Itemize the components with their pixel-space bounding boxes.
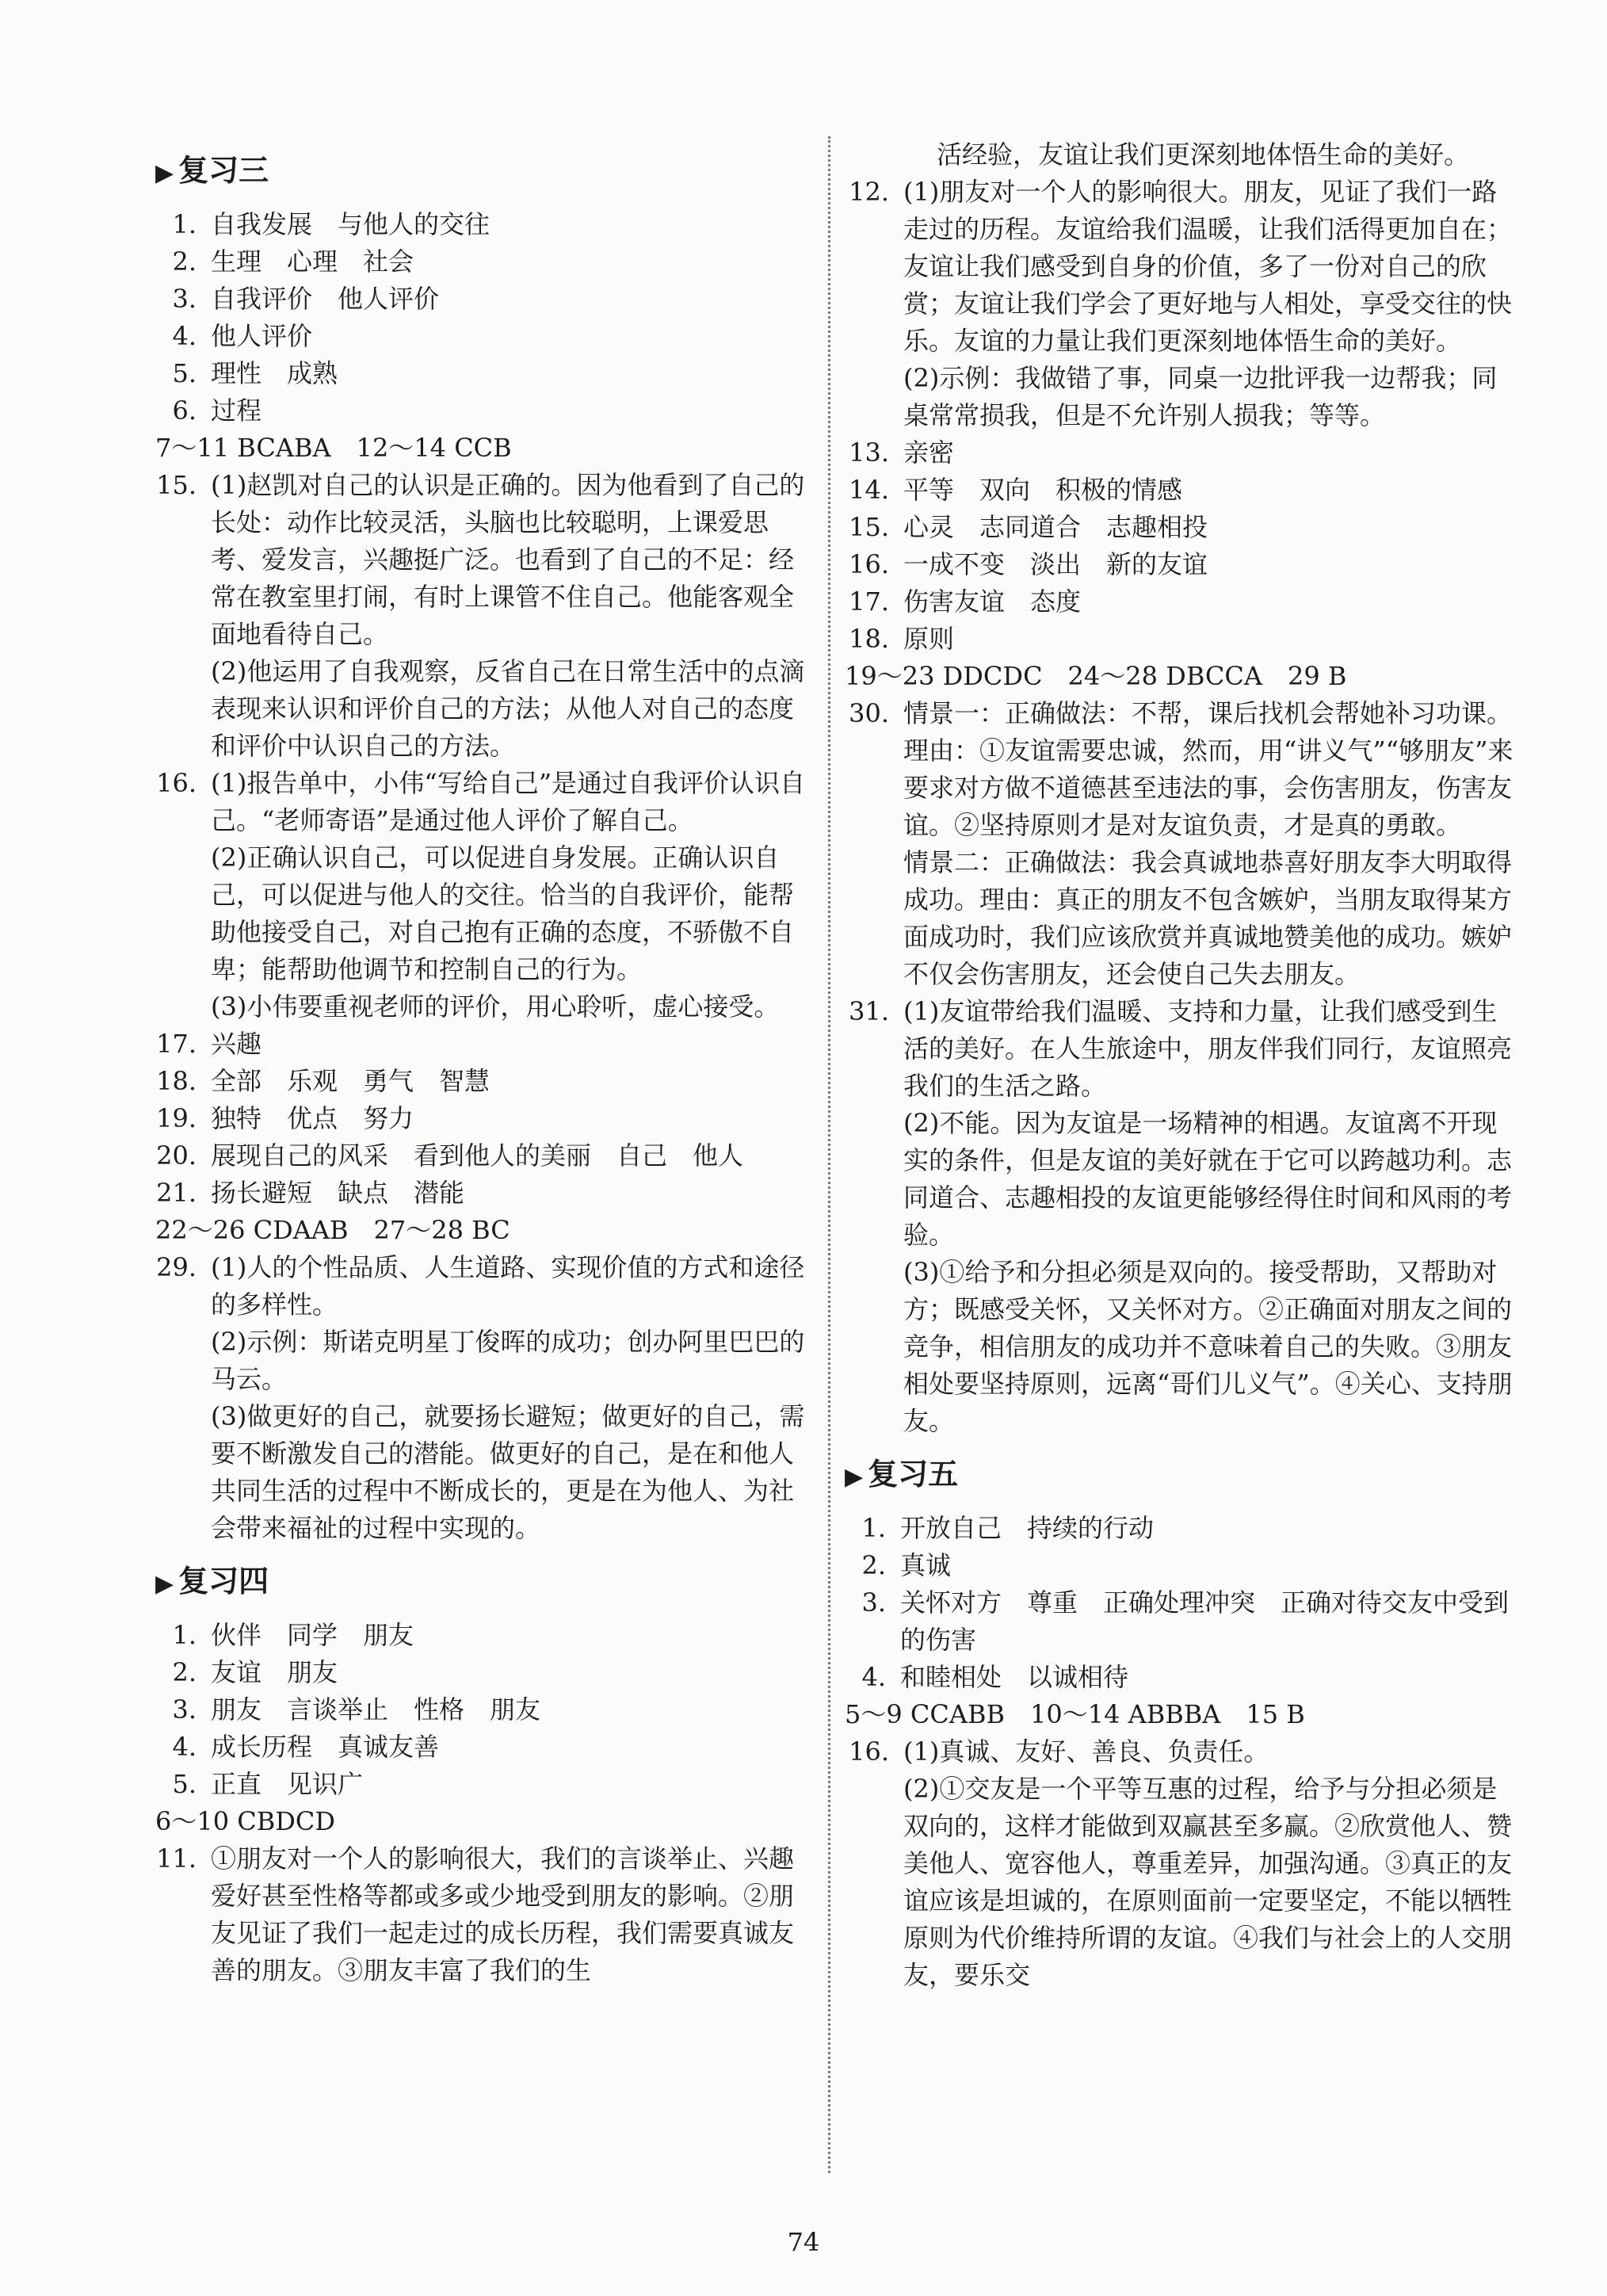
question-12: 12. (1)朋友对一个人的影响很大。朋友，见证了我们一路走过的历程。友谊给我们温暖，让我们活得更加自在；友谊让我们感受到自身的价值，多了一份对自己的欣赏；友谊让我们学会了更好地与人相处，享受交往的快乐。友谊的力量让我们更深刻地体悟生命的美好。 (2)示例：我做错了事，同桌一边批评我一边帮我；同桌常常损我，但是不允许别人损我；等等。: [845, 174, 1518, 434]
list-item: 2. 生理 心理 社会: [172, 246, 414, 277]
list-item: 1. 伙伴 同学 朋友: [172, 1620, 414, 1650]
list-item: 5. 理性 成熟: [172, 358, 338, 388]
list-item: 16. 一成不变 淡出 新的友谊: [849, 549, 1208, 579]
triangle-bullet-icon: ▶: [155, 159, 174, 187]
list-item: 4. 和睦相处 以诚相待: [861, 1662, 1129, 1692]
list-item: 2. 友谊 朋友: [172, 1657, 338, 1687]
multiple-choice-answers: 5～9 CCABB 10～14 ABBBA 15 B: [845, 1699, 1305, 1729]
question-11: 11. ①朋友对一个人的影响很大，我们的言谈举止、兴趣爱好甚至性格等都或多或少地受到朋友的影响。②朋友见证了我们一起走过的成长历程，我们需要真诚友善的朋友。③朋友丰富了我们的生: [156, 1843, 795, 1985]
list-item: 2. 真诚: [861, 1550, 952, 1580]
answer-part-2: (2)不能。因为友谊是一场精神的相遇。友谊离不开现实的条件，但是友谊的美好就在于它可以跨越功利。志同道合、志趣相投的友谊更能够经得住时间和风雨的考验。: [903, 1108, 1513, 1250]
answer-part-1: (1)人的个性品质、人生道路、实现价值的方式和途径的多样性。: [211, 1252, 805, 1320]
answer-part-1: (1)友谊带给我们温暖、支持和力量，让我们感受到生活的美好。在人生旅途中，朋友伴我们同行，友谊照亮我们的生活之路。: [903, 996, 1513, 1101]
multiple-choice-answers: 19～23 DDCDC 24～28 DBCCA 29 B: [845, 661, 1347, 691]
list-item: 13. 亲密: [849, 437, 955, 468]
question-16: 16. (1)报告单中，小伟“写给自己”是通过自我评价认识自己。“老师寄语”是通过他人评价了解自己。 (2)正确认识自己，可以促进自身发展。正确认识自己，可以促进与他人的交往。恰当的自我评价，能帮助他接受自己，对自己抱有正确的态度，不骄傲不自卑；能帮助他调节和控制自己的行为。 (3)小伟要重视老师的评价，用心聆听，虚心接受。: [155, 765, 813, 1026]
answer-part-1: (1)赵凯对自己的认识是正确的。因为他看到了自己的长处：动作比较灵活，头脑也比较聪明，上课爱思考、爱发言，兴趣挺广泛。也看到了自己的不足：经常在教室里打闹，有时上课管不住自己。他能客观全面地看待自己。: [211, 470, 805, 649]
section-heading-review-4: ▶ 复习四: [155, 1564, 269, 1599]
answer-part-2: (2)示例：我做错了事，同桌一边批评我一边帮我；同桌常常损我，但是不允许别人损我；等等。: [903, 363, 1498, 430]
answer-part-1: (1)报告单中，小伟“写给自己”是通过自我评价认识自己。“老师寄语”是通过他人评价了解自己。: [211, 768, 806, 835]
list-item: 1. 自我发展 与他人的交往: [172, 209, 490, 239]
answer-part-1: 情景一：正确做法：不帮，课后找机会帮她补习功课。理由：①友谊需要忠诚，然而，用“讲义气”“够朋友”来要求对方做不道德甚至违法的事，会伤害朋友，伤害友谊。②坚持原则才是对友谊负责，才是真的勇敢。: [903, 698, 1513, 840]
answer-part-2: (2)示例：斯诺克明星丁俊晖的成功；创办阿里巴巴的马云。: [211, 1327, 805, 1394]
list-item: 21. 扬长避短 缺点 潜能: [156, 1178, 465, 1208]
list-item: 20. 展现自己的风采 看到他人的美丽 自己 他人: [156, 1140, 744, 1171]
multiple-choice-answers: 7～11 BCABA 12～14 CCB: [155, 433, 512, 463]
answer-part-1: (1)真诚、友好、善良、负责任。: [903, 1736, 1269, 1767]
list-item: 1. 开放自己 持续的行动: [861, 1513, 1155, 1543]
list-item: 18. 原则: [849, 624, 955, 654]
list-item: 3. 自我评价 他人评价: [172, 284, 440, 314]
section-heading-review-3: ▶ 复习三: [155, 153, 269, 188]
list-item: 4. 成长历程 真诚友善: [172, 1732, 440, 1762]
answer-part-2: 情景二：正确做法：我会真诚地恭喜好朋友李大明取得成功。理由：真正的朋友不包含嫉妒，当朋友取得某方面成功时，我们应该欣赏并真诚地赞美他的成功。嫉妒不仅会伤害朋友，还会使自己失去朋友。: [903, 847, 1513, 989]
answer-part-2: (2)正确认识自己，可以促进自身发展。正确认识自己，可以促进与他人的交往。恰当的自我评价，能帮助他接受自己，对自己抱有正确的态度，不骄傲不自卑；能帮助他调节和控制自己的行为。: [211, 842, 795, 984]
answer-part-3: (3)小伟要重视老师的评价，用心聆听，虚心接受。: [211, 991, 780, 1022]
answer-part-3: (3)①给予和分担必须是双向的。接受帮助，又帮助对方；既感受关怀，又关怀对方。②正确面对朋友之间的竞争，相信朋友的成功并不意味着自己的失败。③朋友相处要坚持原则，远离“哥们儿义气”。④关心、支持朋友。: [903, 1257, 1513, 1436]
triangle-bullet-icon: ▶: [845, 1463, 864, 1491]
list-item: 5. 正直 见识广: [172, 1769, 364, 1799]
list-item: 3. 关怀对方 尊重 正确处理冲突 正确对待交友中受到的伤害: [861, 1587, 1510, 1655]
section-heading-review-5: ▶ 复习五: [845, 1457, 959, 1492]
left-column: [155, 136, 813, 1989]
triangle-bullet-icon: ▶: [155, 1570, 174, 1598]
answer-part-2: (2)①交友是一个平等互惠的过程，给予与分担必须是双向的，这样才能做到双赢甚至多赢。②欣赏他人、赞美他人、宽容他人，尊重差异，加强沟通。③真正的友谊应该是坦诚的，在原则面前一定要坚定，不能以牺牲原则为代价维持所谓的友谊。④我们与社会上的人交朋友，要乐交: [903, 1774, 1513, 1990]
list-item: 4. 他人评价: [172, 321, 313, 351]
column-divider: [828, 136, 830, 2173]
right-column: [845, 136, 1518, 1994]
answer-part-1: (1)朋友对一个人的影响很大。朋友，见证了我们一路走过的历程。友谊给我们温暖，让我们活得更加自在；友谊让我们感受到自身的价值，多了一份对自己的欣赏；友谊让我们学会了更好地与人相处，享受交往的快乐。友谊的力量让我们更深刻地体悟生命的美好。: [903, 177, 1513, 356]
answer-part-2: (2)他运用了自我观察，反省自己在日常生活中的点滴表现来认识和评价自己的方法；从他人对自己的态度和评价中认识自己的方法。: [211, 656, 805, 761]
list-item: 15. 心灵 志同道合 志趣相投: [849, 512, 1208, 542]
list-item: 18. 全部 乐观 勇气 智慧: [156, 1066, 490, 1096]
question-15: 15. (1)赵凯对自己的认识是正确的。因为他看到了自己的长处：动作比较灵活，头脑也比较聪明，上课爱思考、爱发言，兴趣挺广泛。也看到了自己的不足：经常在教室里打闹，有时上课管不住自己。他能客观全面地看待自己。 (2)他运用了自我观察，反省自己在日常生活中的点滴表现来认识和评价自己的方法；从他人对自己的态度和评价中认识自己的方法。: [155, 467, 813, 765]
question-11-continued: 活经验，友谊让我们更深刻地体悟生命的美好。: [937, 139, 1470, 170]
list-item: 17. 兴趣: [156, 1029, 262, 1059]
list-item: 17. 伤害友谊 态度: [849, 586, 1082, 617]
question-16-review-5: 16. (1)真诚、友好、善良、负责任。 (2)①交友是一个平等互惠的过程，给予与分担必须是双向的，这样才能做到双赢甚至多赢。②欣赏他人、赞美他人、宽容他人，尊重差异，加强沟通。③真正的友谊应该是坦诚的，在原则面前一定要坚定，不能以牺牲原则为代价维持所谓的友谊。④我们与社会上的人交朋友，要乐交: [845, 1733, 1518, 1994]
multiple-choice-answers: 22～26 CDAAB 27～28 BC: [155, 1215, 510, 1245]
list-item: 14. 平等 双向 积极的情感: [849, 475, 1183, 505]
question-31: 31. (1)友谊带给我们温暖、支持和力量，让我们感受到生活的美好。在人生旅途中，朋友伴我们同行，友谊照亮我们的生活之路。 (2)不能。因为友谊是一场精神的相遇。友谊离不开现实的条件，但是友谊的美好就在于它可以跨越功利。志同道合、志趣相投的友谊更能够经得住时间和风雨的考验。 (3)①给予和分担必须是双向的。接受帮助，又帮助对方；既感受关怀，又关怀对方。②正确面对朋友之间的竞争，相信朋友的成功并不意味着自己的失败。③朋友相处要坚持原则，远离“哥们儿义气”。④关心、支持朋友。: [845, 993, 1518, 1440]
page-number: 74: [787, 2227, 820, 2257]
list-item: 19. 独特 优点 努力: [156, 1103, 414, 1133]
list-item: 6. 过程: [172, 395, 262, 426]
list-item: 3. 朋友 言谈举止 性格 朋友: [172, 1694, 541, 1725]
question-29: 29. (1)人的个性品质、人生道路、实现价值的方式和途径的多样性。 (2)示例：斯诺克明星丁俊晖的成功；创办阿里巴巴的马云。 (3)做更好的自己，就要扬长避短；做更好的自己，需要不断激发自己的潜能。做更好的自己，是在和他人共同生活的过程中不断成长的，更是在为他人、为社会带来福祉的过程中实现的。: [155, 1249, 813, 1547]
multiple-choice-answers: 6～10 CBDCD: [155, 1806, 336, 1836]
question-30: 30. 情景一：正确做法：不帮，课后找机会帮她补习功课。理由：①友谊需要忠诚，然而，用“讲义气”“够朋友”来要求对方做不道德甚至违法的事，会伤害朋友，伤害友谊。②坚持原则才是对友谊负责，才是真的勇敢。 情景二：正确做法：我会真诚地恭喜好朋友李大明取得成功。理由：真正的朋友不包含嫉妒，当朋友取得某方面成功时，我们应该欣赏并真诚地赞美他的成功。嫉妒不仅会伤害朋友，还会使自己失去朋友。: [845, 695, 1518, 993]
answer-part-3: (3)做更好的自己，就要扬长避短；做更好的自己，需要不断激发自己的潜能。做更好的自己，是在和他人共同生活的过程中不断成长的，更是在为他人、为社会带来福祉的过程中实现的。: [211, 1401, 805, 1543]
